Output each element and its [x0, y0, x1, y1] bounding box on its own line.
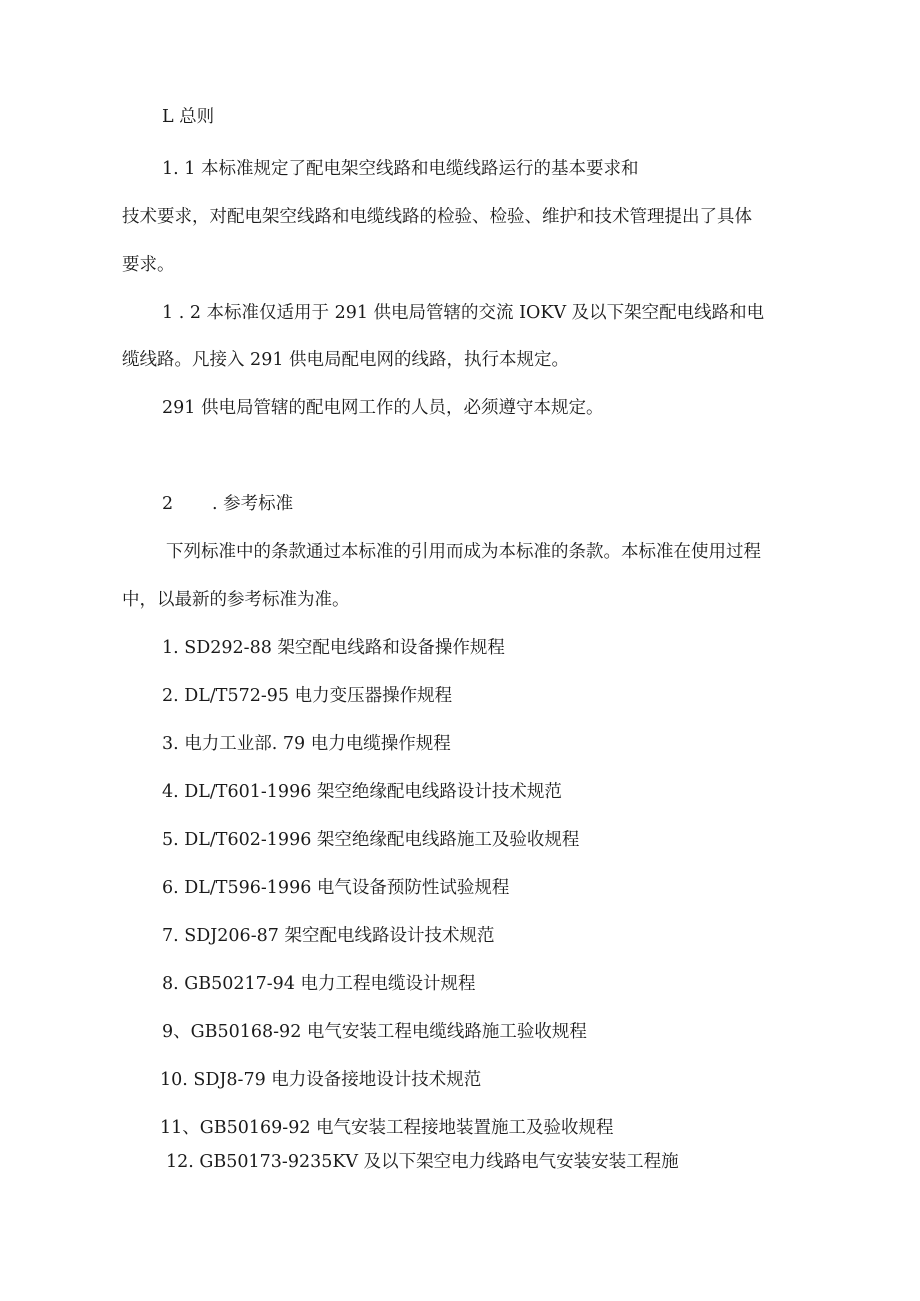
reference-item-1: 1. SD292-88 架空配电线路和设备操作规程 — [162, 638, 505, 658]
reference-item-4: 4. DL/T601-1996 架空绝缘配电线路设计技术规范 — [162, 782, 562, 802]
reference-item-12: 12. GB50173-9235KV 及以下架空电力线路电气安装安装工程施 — [166, 1152, 679, 1172]
paragraph-1-2-line-2: 缆线路。凡接入 291 供电局配电网的线路，执行本规定。 — [122, 350, 570, 370]
paragraph-1-3: 291 供电局管辖的配电网工作的人员，必须遵守本规定。 — [162, 398, 604, 418]
paragraph-1-2-line-1: 1 . 2 本标准仅适用于 291 供电局管辖的交流 IOKV 及以下架空配电线路和电 — [162, 303, 765, 323]
reference-item-3: 3. 电力工业部. 79 电力电缆操作规程 — [162, 734, 451, 754]
reference-item-2: 2. DL/T572-95 电力变压器操作规程 — [162, 686, 453, 706]
reference-item-10: 10. SDJ8-79 电力设备接地设计技术规范 — [160, 1070, 482, 1090]
reference-item-11: 11、GB50169-92 电气安装工程接地装置施工及验收规程 — [160, 1118, 614, 1138]
paragraph-1-1-line-3: 要求。 — [122, 255, 175, 275]
section-1-heading: L 总则 — [162, 107, 215, 127]
reference-item-6: 6. DL/T596-1996 电气设备预防性试验规程 — [162, 878, 510, 898]
section-2-intro-line-2: 中，以最新的参考标准为准。 — [122, 590, 350, 610]
paragraph-1-1-line-2: 技术要求，对配电架空线路和电缆线路的检验、检验、维护和技术管理提出了具体 — [122, 207, 752, 227]
reference-item-5: 5. DL/T602-1996 架空绝缘配电线路施工及验收规程 — [162, 830, 580, 850]
reference-item-8: 8. GB50217-94 电力工程电缆设计规程 — [162, 974, 476, 994]
section-2-intro-line-1: 下列标准中的条款通过本标准的引用而成为本标准的条款。本标准在使用过程 — [166, 542, 761, 562]
reference-item-7: 7. SDJ206-87 架空配电线路设计技术规范 — [162, 926, 495, 946]
reference-item-9: 9、GB50168-92 电气安装工程电缆线路施工验收规程 — [162, 1022, 587, 1042]
section-2-heading-text: . 参考标准 — [212, 494, 294, 514]
paragraph-1-1-line-1: 1. 1 本标准规定了配电架空线路和电缆线路运行的基本要求和 — [162, 159, 639, 179]
section-2-heading-number: 2 — [162, 494, 174, 514]
